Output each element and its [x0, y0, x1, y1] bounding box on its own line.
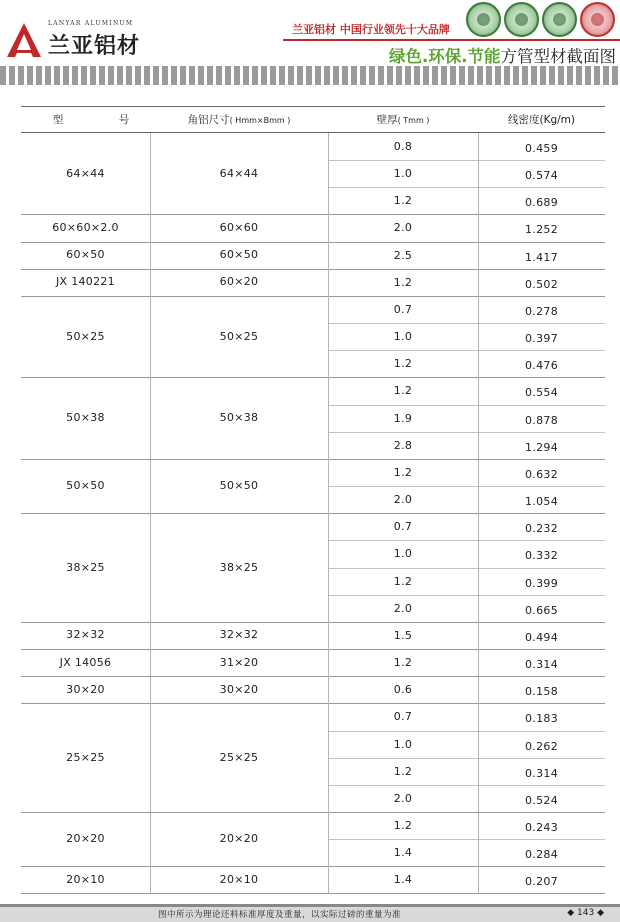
- line-density-cell: 0.284: [525, 848, 558, 862]
- group-separator: [21, 676, 605, 677]
- page-number-value: 143: [577, 908, 595, 918]
- header-red-divider: [283, 39, 620, 41]
- wall-thickness-cell: 1.2: [393, 384, 413, 398]
- header-stripe-band: [0, 66, 620, 85]
- page-footer: [0, 907, 620, 922]
- line-density-cell: 0.207: [525, 875, 558, 889]
- size-cell: 20×20: [219, 832, 259, 846]
- line-density-cell: 0.476: [525, 359, 558, 373]
- size-cell: 60×60: [219, 221, 259, 235]
- line-density-cell: 1.417: [525, 250, 558, 264]
- row-separator: [328, 432, 605, 433]
- wall-thickness-cell: 1.2: [393, 465, 413, 479]
- wall-thickness-cell: 1.2: [393, 656, 413, 670]
- row-separator: [328, 839, 605, 840]
- row-separator: [328, 350, 605, 351]
- line-density-cell: 0.689: [525, 196, 558, 210]
- line-density-cell: 0.554: [525, 386, 558, 400]
- wall-thickness-cell: 1.2: [393, 194, 413, 208]
- wall-thickness-cell: 2.0: [393, 493, 413, 507]
- model-cell: 32×32: [66, 628, 105, 642]
- line-density-cell: 0.524: [525, 793, 558, 807]
- certification-seal-icon: [580, 2, 615, 37]
- model-cell: JX 14056: [59, 655, 112, 669]
- line-density-cell: 0.574: [525, 169, 558, 183]
- model-cell: 50×50: [66, 479, 105, 493]
- wall-thickness-cell: 0.7: [393, 520, 413, 534]
- page-title-main: 方管型材截面图: [500, 47, 616, 66]
- column-separator: [478, 133, 479, 893]
- group-separator: [21, 649, 605, 650]
- row-separator: [328, 785, 605, 786]
- size-cell: 32×32: [219, 628, 259, 642]
- column-header-model-part2: 号: [118, 114, 130, 126]
- wall-thickness-cell: 2.0: [393, 221, 413, 235]
- size-cell: 60×20: [219, 275, 259, 289]
- certification-seal-icon: [466, 2, 501, 37]
- wall-thickness-cell: 1.0: [393, 330, 413, 344]
- line-density-cell: 0.332: [525, 549, 558, 563]
- size-cell: 64×44: [219, 166, 259, 180]
- group-separator: [21, 893, 605, 894]
- group-separator: [21, 242, 605, 243]
- line-density-cell: 1.054: [525, 495, 558, 509]
- group-separator: [21, 459, 605, 460]
- line-density-cell: 0.183: [525, 712, 558, 726]
- row-separator: [328, 540, 605, 541]
- line-density-cell: 0.158: [525, 685, 558, 699]
- group-separator: [21, 622, 605, 623]
- page-title-eco-slogan: 绿色.环保.节能: [388, 47, 501, 66]
- wall-thickness-cell: 0.7: [393, 710, 413, 724]
- row-separator: [328, 731, 605, 732]
- brand-chinese-name: 兰亚铝材: [48, 33, 141, 59]
- model-cell: 20×20: [66, 832, 105, 846]
- group-separator: [21, 377, 605, 378]
- row-separator: [328, 160, 605, 161]
- column-header-density: 线密度(Kg/m): [507, 114, 575, 126]
- line-density-cell: 0.494: [525, 630, 558, 644]
- size-cell: 50×50: [219, 479, 259, 493]
- wall-thickness-cell: 0.8: [393, 140, 413, 153]
- wall-thickness-cell: 1.2: [393, 819, 413, 832]
- wall-thickness-cell: 1.4: [393, 846, 413, 860]
- line-density-cell: 1.252: [525, 223, 558, 237]
- wall-thickness-cell: 1.5: [393, 628, 413, 642]
- certification-badges: [466, 2, 618, 40]
- column-header-wall-label: 壁厚: [376, 114, 398, 126]
- group-separator: [21, 812, 605, 813]
- wall-thickness-cell: 2.5: [393, 248, 413, 262]
- model-cell: 50×38: [66, 411, 105, 425]
- size-cell: 60×50: [219, 248, 259, 262]
- line-density-cell: 0.397: [525, 332, 558, 346]
- wall-thickness-cell: 1.2: [393, 574, 413, 588]
- wall-thickness-cell: 2.0: [393, 601, 413, 615]
- line-density-cell: 0.632: [525, 467, 558, 481]
- line-density-cell: 1.294: [525, 440, 558, 454]
- column-separator: [150, 133, 151, 893]
- size-cell: 30×20: [219, 682, 259, 696]
- wall-thickness-cell: 0.7: [393, 302, 413, 316]
- group-separator: [21, 513, 605, 514]
- line-density-cell: 0.262: [525, 739, 558, 753]
- model-cell: 64×44: [66, 166, 105, 180]
- wall-thickness-cell: 2.0: [393, 791, 413, 805]
- size-cell: 50×38: [219, 411, 259, 425]
- size-cell: 38×25: [219, 560, 259, 574]
- wall-thickness-cell: 1.4: [393, 873, 413, 887]
- brand-english-name: LANYAR ALUMINUM: [48, 20, 134, 27]
- row-separator: [328, 486, 605, 487]
- row-separator: [328, 758, 605, 759]
- wall-thickness-cell: 1.2: [393, 764, 413, 778]
- row-separator: [328, 595, 605, 596]
- model-cell: 38×25: [66, 560, 105, 574]
- column-header-wall: [328, 107, 478, 133]
- column-header-model-part1: 型: [52, 114, 64, 126]
- model-cell: JX 140221: [56, 275, 115, 289]
- size-cell: 25×25: [219, 750, 259, 764]
- model-cell: 60×50: [66, 248, 105, 262]
- wall-thickness-cell: 1.2: [393, 357, 413, 371]
- size-cell: 20×10: [219, 872, 259, 886]
- size-cell: 31×20: [219, 655, 259, 669]
- row-separator: [328, 323, 605, 324]
- line-density-cell: 0.243: [525, 821, 558, 834]
- column-separator: [328, 133, 329, 893]
- size-cell: 50×25: [219, 329, 259, 343]
- wall-thickness-cell: 1.2: [393, 275, 413, 289]
- certification-seal-icon: [504, 2, 539, 37]
- footer-note: 图中所示为理论还料标准厚度及重量，以实际过磅的重量为准: [158, 910, 402, 920]
- group-separator: [21, 296, 605, 297]
- line-density-cell: 0.878: [525, 413, 558, 427]
- group-separator: [21, 214, 605, 215]
- model-cell: 30×20: [66, 682, 105, 696]
- line-density-cell: 0.502: [525, 277, 558, 291]
- lanya-logo-icon: [4, 20, 44, 60]
- wall-thickness-cell: 2.8: [393, 438, 413, 452]
- line-density-cell: 0.232: [525, 522, 558, 536]
- wall-thickness-cell: 1.0: [393, 737, 413, 751]
- wall-thickness-cell: 0.6: [393, 683, 413, 697]
- line-density-cell: 0.399: [525, 576, 558, 590]
- line-density-cell: 0.278: [525, 304, 558, 318]
- table-header-row: [21, 106, 605, 133]
- group-separator: [21, 866, 605, 867]
- model-cell: 50×25: [66, 329, 105, 343]
- wall-thickness-cell: 1.0: [393, 547, 413, 561]
- line-density-cell: 0.314: [525, 766, 558, 780]
- column-header-size-unit: ( Hmm×Bmm ): [229, 116, 291, 125]
- page-title: [389, 43, 616, 67]
- brand-slogan: 兰亚铝材 中国行业领先十大品牌: [292, 23, 450, 36]
- group-separator: [21, 269, 605, 270]
- certification-seal-icon: [542, 2, 577, 37]
- column-header-size-label: 角铝尺寸: [187, 114, 230, 126]
- line-density-cell: 0.314: [525, 658, 558, 672]
- model-cell: 20×10: [66, 872, 105, 886]
- model-cell: 60×60×2.0: [52, 221, 119, 235]
- wall-thickness-cell: 1.0: [393, 167, 413, 181]
- page-number: ◆ 143 ◆: [567, 908, 604, 918]
- row-separator: [328, 568, 605, 569]
- wall-thickness-cell: 1.9: [393, 411, 413, 425]
- column-header-wall-unit: ( Tmm ): [397, 116, 430, 125]
- column-header-size: [150, 107, 328, 133]
- model-cell: 25×25: [66, 750, 105, 764]
- row-separator: [328, 187, 605, 188]
- line-density-cell: 0.459: [525, 142, 558, 155]
- group-separator: [21, 703, 605, 704]
- page-header: [0, 0, 620, 90]
- line-density-cell: 0.665: [525, 603, 558, 617]
- row-separator: [328, 405, 605, 406]
